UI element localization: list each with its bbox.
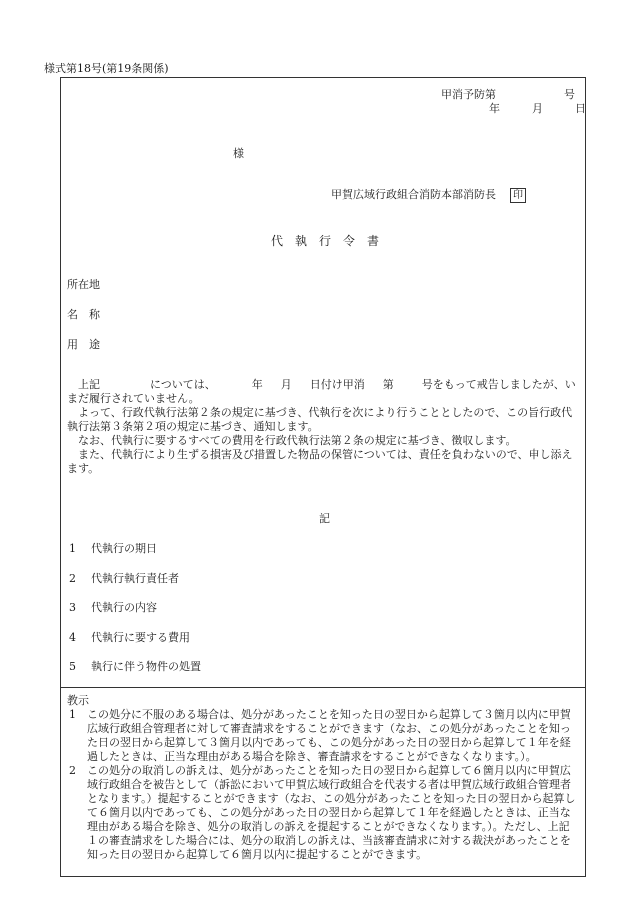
item-label: 代執行執行責任者 <box>91 572 179 585</box>
issue-date-month: 月 <box>532 102 543 115</box>
document-frame <box>60 77 586 877</box>
issue-date <box>489 100 586 116</box>
issue-date-year: 年 <box>489 102 500 115</box>
item-label: 代執行の内容 <box>91 601 157 614</box>
item-label: 代執行の期日 <box>91 542 157 555</box>
body-p1-e: 号をもって戒告しましたが、いまだ履行されていません。 <box>67 378 576 405</box>
instruction-item-number: 2 <box>69 764 76 777</box>
item-number: 3 <box>69 601 76 614</box>
item-label: 執行に伴う物件の処置 <box>91 660 201 673</box>
instruction-item-text: この処分の取消しの訴えは、処分があったことを知った日の翌日から起算して６箇月以内に甲賀広域行政組合を被告として（訴訟において甲賀広域行政組合を代表する者は甲賀広域行政組合管理者となります。）提起することができます（なお、この処分があったことを知った日の翌日から起算して６箇月以内であっても、この処分があった日の翌日から起算して１年を経過したときは、正当な理由がある場合を除き、処分の取消しの訴えを提起することができなくなります。）。ただし、上記１の審査請求をした場合には、処分の取消しの訴えは、当該審査請求に対する裁決があったことを知った日の翌日から起算して６箇月以内に提起することができます。 <box>87 764 576 861</box>
instruction-item-text: この処分に不服のある場合は、処分があったことを知った日の翌日から起算して３箇月以内に甲賀広域行政組合管理者に対して審査請求をすることができます（なお、この処分があったことを知った日の翌日から起算して３箇月以内であっても、この処分があった日の翌日から起算して１年を経過したときは、正当な理由がある場合を除き、審査請求をすることができなくなります。）。 <box>87 708 571 763</box>
seal-mark: 印 <box>510 188 526 203</box>
issue-date-day: 日 <box>575 102 586 115</box>
item-label: 代執行に要する費用 <box>91 631 190 644</box>
body-p1-a: 上記 <box>78 378 100 391</box>
body-p1-year: 年 <box>251 378 263 391</box>
item-3 <box>69 599 157 615</box>
body-p1-month: 月 <box>280 378 292 391</box>
document-number-prefix: 甲消予防第 <box>441 88 496 101</box>
field-use: 用 途 <box>67 338 100 351</box>
field-name: 名 称 <box>67 308 100 321</box>
instruction-section <box>61 688 585 862</box>
item-2 <box>69 570 179 586</box>
document-title: 代 執 行 令 書 <box>271 234 380 248</box>
issuer-name: 甲賀広域行政組合消防本部消防長 <box>331 188 496 201</box>
instruction-item-number: 1 <box>69 708 76 721</box>
instruction-heading: 教示 <box>67 694 89 707</box>
body-paragraph-2: よって、行政代執行法第２条の規定に基づき、代執行を次により行うこととしたので、この旨行政代執行法第３条第２項の規定に基づき、通知します。 <box>67 406 573 433</box>
instruction-item-1 <box>67 708 579 764</box>
item-number: 1 <box>69 542 76 555</box>
item-number: 5 <box>69 660 76 673</box>
addressee-suffix: 様 <box>233 147 244 160</box>
ki-heading: 記 <box>319 512 330 525</box>
field-location: 所在地 <box>67 278 100 291</box>
item-number: 4 <box>69 631 76 644</box>
body-paragraph-3: なお、代執行に要するすべての費用を行政代執行法第２条の規定に基づき、徴収します。 <box>78 434 517 447</box>
document-number-suffix: 号 <box>564 88 575 101</box>
body-p1-c: 日付け甲消 <box>309 378 365 391</box>
body-paragraph-1 <box>67 378 581 406</box>
item-4 <box>69 629 190 645</box>
form-number-label: 様式第18号(第19条関係) <box>44 62 169 75</box>
body-p1-b: については、 <box>150 378 216 391</box>
issuer <box>331 186 526 203</box>
body-paragraph-4: また、代執行により生ずる損害及び措置した物品の保管については、責任を負わないので、申し添えます。 <box>67 448 573 475</box>
item-1 <box>69 540 157 556</box>
item-number: 2 <box>69 572 76 585</box>
body-p1-d: 第 <box>382 378 394 391</box>
order-section <box>61 78 585 688</box>
instruction-item-2 <box>67 764 579 862</box>
item-5 <box>69 658 201 674</box>
